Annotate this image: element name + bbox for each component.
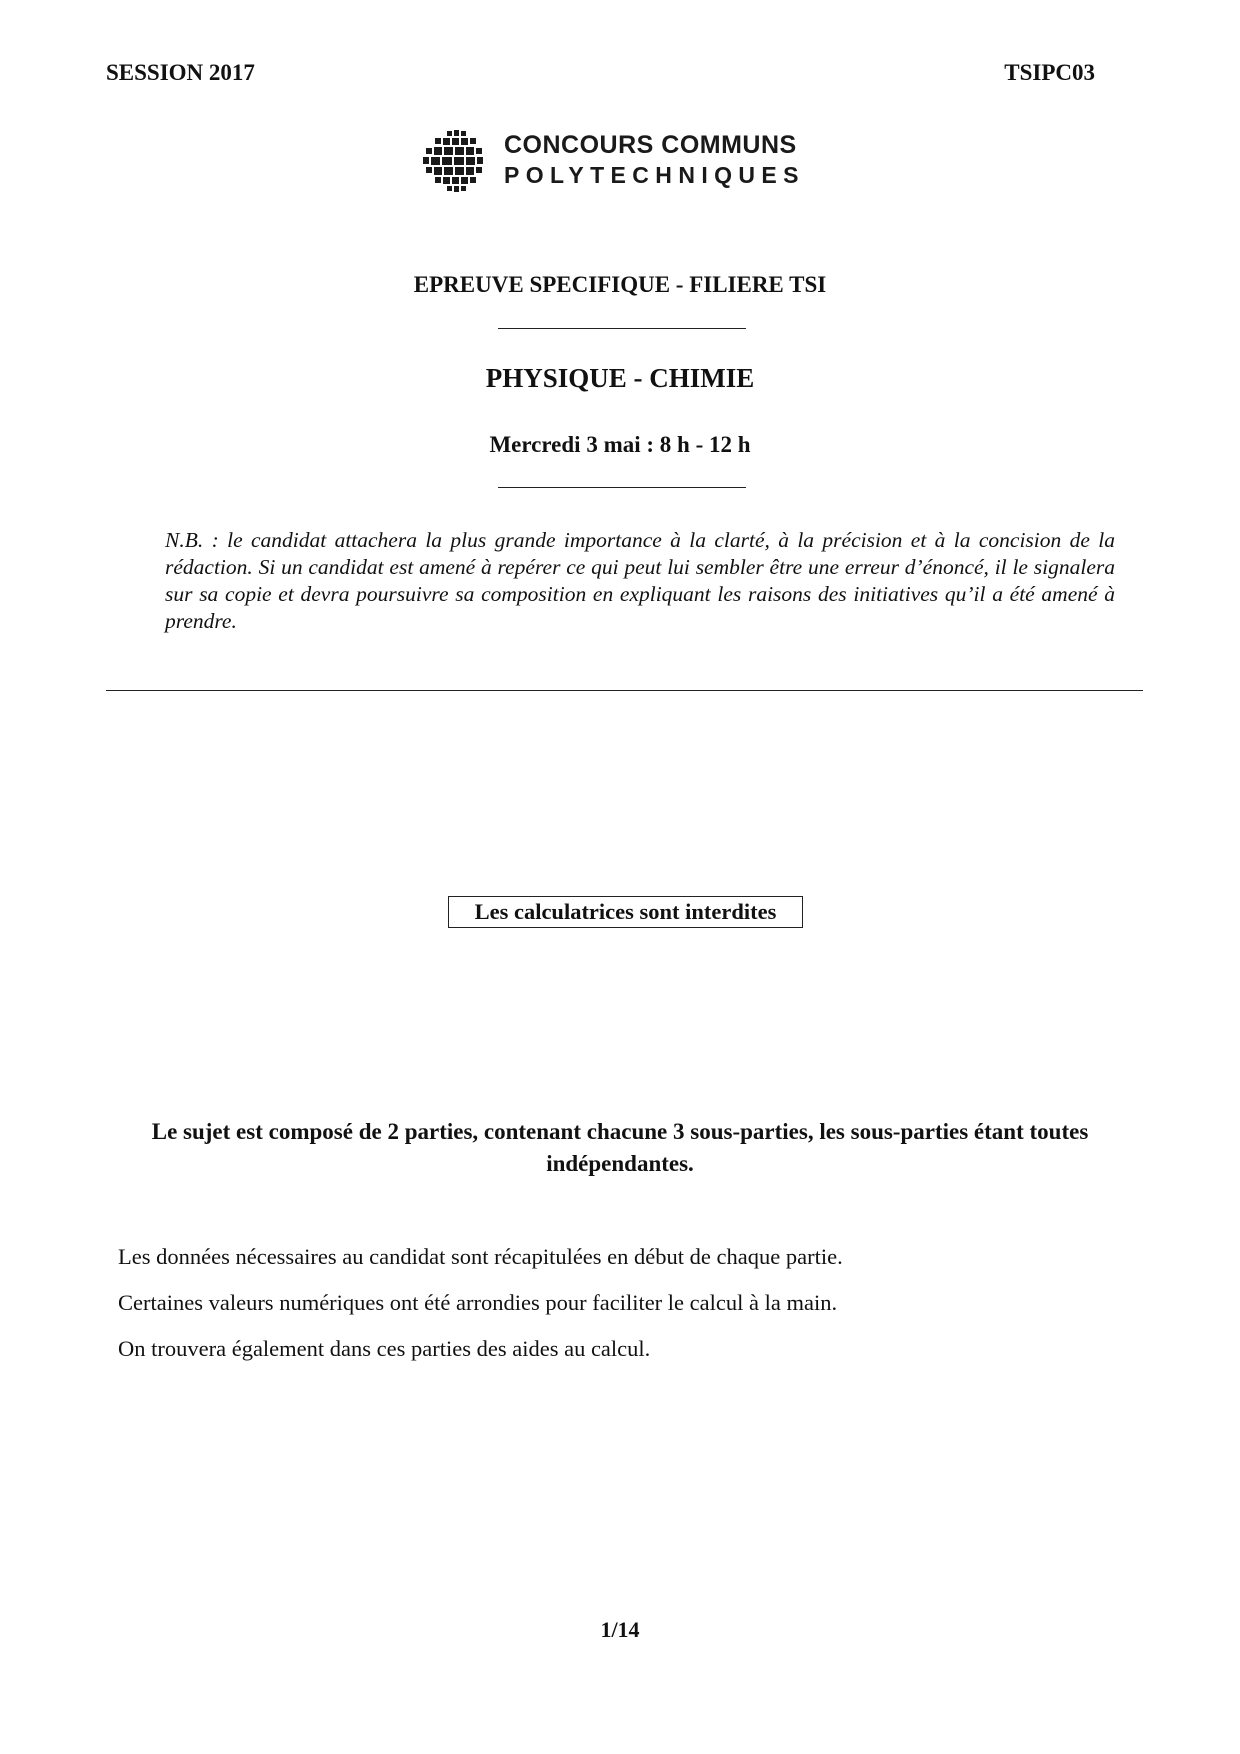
epreuve-title: EPREUVE SPECIFIQUE - FILIERE TSI — [413, 272, 827, 297]
logo-line-2: POLYTECHNIQUES — [504, 162, 805, 188]
info-line: Les données nécessaires au candidat sont récapitulées en début de chaque partie. — [118, 1244, 843, 1269]
globe-grid-icon — [420, 128, 490, 194]
section-divider — [106, 690, 1143, 691]
subject-title: PHYSIQUE - CHIMIE — [485, 363, 755, 393]
composition-notice: Le sujet est composé de 2 parties, contenant chacune 3 sous-parties, les sous-parties étant toutes indépendantes. — [151, 1119, 1089, 1176]
logo-text — [504, 130, 805, 190]
session-label: SESSION 2017 — [106, 60, 255, 85]
calculator-notice: Les calculatrices sont interdites — [448, 896, 803, 928]
info-line: On trouvera également dans ces parties des aides au calcul. — [118, 1336, 651, 1361]
logo-line-1: CONCOURS COMMUNS — [504, 131, 797, 159]
info-line: Certaines valeurs numériques ont été arrondies pour faciliter le calcul à la main. — [118, 1290, 838, 1315]
exam-code: TSIPC03 — [1004, 60, 1095, 85]
ccp-logo — [420, 128, 820, 198]
exam-date: Mercredi 3 mai : 8 h - 12 h — [489, 432, 751, 457]
divider — [498, 487, 746, 488]
divider — [498, 328, 746, 329]
nb-notice: N.B. : le candidat attachera la plus grande importance à la clarté, à la précision et à la concision de la rédaction. Si un candidat est amené à repérer ce qui peut lui sembler être une erreur d’énoncé, il le signalera sur sa copie et devra poursuivre sa composition en expliquant les raisons des initiatives qu’il a été amené à prendre. — [165, 528, 1115, 633]
page-number: 1/14 — [600, 1617, 640, 1642]
